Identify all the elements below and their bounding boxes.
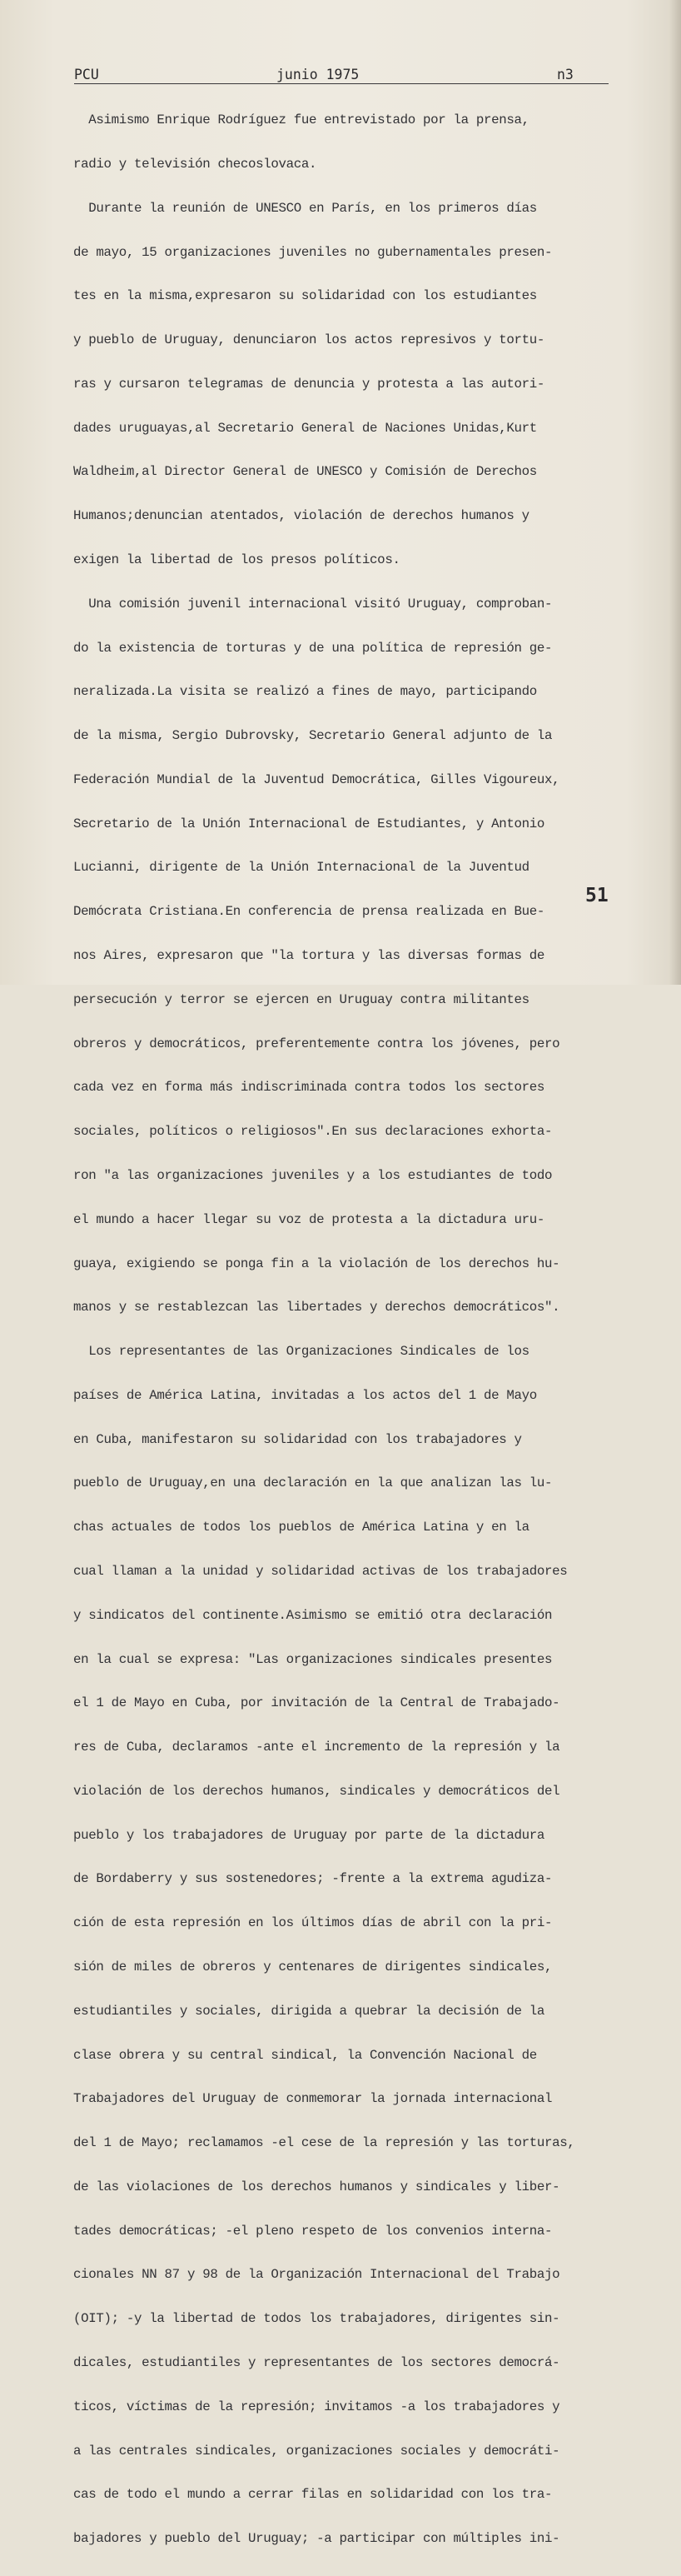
text-line: Una comisión juvenil internacional visitó Uruguay, comproban- xyxy=(73,596,553,612)
page-edge-shadow xyxy=(669,0,681,985)
text-line: cas de todo el mundo a cerrar filas en solidaridad con los tra- xyxy=(73,2487,553,2503)
text-line: guaya, exigiendo se ponga fin a la violación de los derechos hu- xyxy=(73,1256,560,1271)
text-line: el 1 de Mayo en Cuba, por invitación de la Central de Trabajado- xyxy=(73,1695,560,1711)
text-line: en la cual se expresa: "Las organizaciones sindicales presentes xyxy=(73,1651,553,1667)
text-line: Federación Mundial de la Juventud Democrática, Gilles Vigoureux, xyxy=(73,771,560,787)
text-line: ticos, víctimas de la represión; invitamos -a los trabajadores y xyxy=(73,2399,560,2414)
text-line: Trabajadores del Uruguay de conmemorar la jornada internacional xyxy=(73,2091,553,2107)
text-line: clase obrera y su central sindical, la Convención Nacional de xyxy=(73,2047,537,2063)
text-line: manos y se restablezcan las libertades y derechos democráticos". xyxy=(73,1300,560,1315)
text-line: Lucianni, dirigente de la Unión Internacional de la Juventud xyxy=(73,860,529,876)
text-line: neralizada.La visita se realizó a fines de mayo, participando xyxy=(73,684,537,700)
text-line: ción de esta represión en los últimos días de abril con la pri- xyxy=(73,1915,553,1931)
text-line: Waldheim,al Director General de UNESCO y Comisión de Derechos xyxy=(73,464,537,480)
text-line: Demócrata Cristiana.En conferencia de prensa realizada en Bue- xyxy=(73,904,545,920)
text-line: bajadores y pueblo del Uruguay; -a participar con múltiples ini- xyxy=(73,2531,560,2547)
text-line: obreros y democráticos, preferentemente contra los jóvenes, pero xyxy=(73,1036,560,1051)
header-date: junio 1975 xyxy=(276,67,360,82)
text-line: chas actuales de todos los pueblos de América Latina y en la xyxy=(73,1520,529,1535)
text-line: estudiantiles y sociales, dirigida a quebrar la decisión de la xyxy=(73,2003,545,2019)
text-line: sociales, políticos o religiosos".En sus declaraciones exhorta- xyxy=(73,1124,553,1140)
text-line: cionales NN 87 y 98 de la Organización Internacional del Trabajo xyxy=(73,2267,560,2283)
text-line: violación de los derechos humanos, sindicales y democráticos del xyxy=(73,1783,560,1799)
text-line: exigen la libertad de los presos políticos. xyxy=(73,552,400,567)
text-line: do la existencia de torturas y de una política de represión ge- xyxy=(73,640,553,656)
text-line: Humanos;denuncian atentados, violación de derechos humanos y xyxy=(73,508,529,524)
header-publication: PCU xyxy=(74,67,99,82)
text-line: en Cuba, manifestaron su solidaridad con los trabajadores y xyxy=(73,1431,522,1447)
text-line: tades democráticas; -el pleno respeto de los convenios interna- xyxy=(73,2223,553,2239)
text-line: países de América Latina, invitadas a los actos del 1 de Mayo xyxy=(73,1387,537,1403)
text-line: sión de miles de obreros y centenares de dirigentes sindicales, xyxy=(73,1959,553,1974)
body-text xyxy=(73,84,639,2576)
text-line: y sindicatos del continente.Asimismo se emitió otra declaración xyxy=(73,1607,553,1623)
text-line: de la misma, Sergio Dubrovsky, Secretario General adjunto de la xyxy=(73,728,553,744)
text-line: ron "a las organizaciones juveniles y a los estudiantes de todo xyxy=(73,1167,553,1183)
text-line: de las violaciones de los derechos humanos y sindicales y liber- xyxy=(73,2179,560,2194)
text-line: cual llaman a la unidad y solidaridad activas de los trabajadores xyxy=(73,1563,568,1579)
text-line: Los representantes de las Organizaciones Sindicales de los xyxy=(73,1344,529,1360)
page-header xyxy=(74,67,609,85)
text-line: y pueblo de Uruguay, denunciaron los actos represivos y tortu- xyxy=(73,332,545,348)
text-line: tes en la misma,expresaron su solidaridad con los estudiantes xyxy=(73,288,537,304)
text-line: nos Aires, expresaron que "la tortura y las diversas formas de xyxy=(73,948,545,964)
text-line: dades uruguayas,al Secretario General de Naciones Unidas,Kurt xyxy=(73,420,537,436)
text-line: cada vez en forma más indiscriminada contra todos los sectores xyxy=(73,1080,545,1096)
text-line: pueblo y los trabajadores de Uruguay por parte de la dictadura xyxy=(73,1827,545,1843)
text-line: persecución y terror se ejercen en Uruguay contra militantes xyxy=(73,991,529,1007)
text-line: el mundo a hacer llegar su voz de protesta a la dictadura uru- xyxy=(73,1211,545,1227)
text-line: radio y televisión checoslovaca. xyxy=(73,156,317,172)
text-line: ras y cursaron telegramas de denuncia y protesta a las autori- xyxy=(73,376,545,392)
text-line: (OIT); -y la libertad de todos los trabajadores, dirigentes sin- xyxy=(73,2311,560,2327)
text-line: de mayo, 15 organizaciones juveniles no gubernamentales presen- xyxy=(73,244,553,260)
text-line: pueblo de Uruguay,en una declaración en la que analizan las lu- xyxy=(73,1475,553,1491)
text-line: a las centrales sindicales, organizaciones sociales y democráti- xyxy=(73,2443,560,2459)
text-line: Durante la reunión de UNESCO en París, en los primeros días xyxy=(73,200,537,216)
text-line: Asimismo Enrique Rodríguez fue entrevistado por la prensa, xyxy=(73,112,529,128)
text-line: Secretario de la Unión Internacional de Estudiantes, y Antonio xyxy=(73,816,545,831)
header-issue-number: n3 xyxy=(557,67,574,82)
text-line: dicales, estudiantiles y representantes de los sectores democrá- xyxy=(73,2355,560,2371)
text-line: res de Cuba, declaramos -ante el incremento de la represión y la xyxy=(73,1740,560,1755)
text-line: de Bordaberry y sus sostenedores; -frente a la extrema agudiza- xyxy=(73,1871,553,1887)
text-line: del 1 de Mayo; reclamamos -el cese de la represión y las torturas, xyxy=(73,2135,575,2151)
page-number: 51 xyxy=(585,885,609,906)
